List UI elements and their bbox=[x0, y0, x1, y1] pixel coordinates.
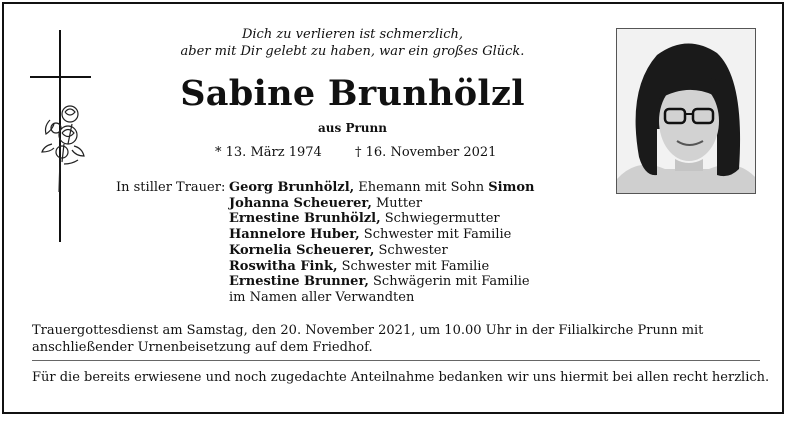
mourner-relation: Schwiegermutter bbox=[380, 211, 500, 227]
portrait-illustration bbox=[617, 29, 756, 194]
mourner-item bbox=[229, 259, 535, 275]
mourners-list bbox=[229, 180, 535, 306]
mourner-item bbox=[229, 211, 535, 227]
mourner-relation: Schwägerin mit Familie bbox=[368, 274, 530, 290]
mourner-relation: Schwester mit Familie bbox=[337, 258, 490, 274]
mourner-item bbox=[229, 243, 535, 259]
memorial-quote bbox=[150, 26, 555, 60]
divider bbox=[32, 360, 760, 361]
mourner-name: Kornelia Scheuerer, bbox=[229, 242, 375, 258]
deceased-name: Sabine Brunhölzl bbox=[180, 73, 525, 114]
mourner-name: Ernestine Brunner, bbox=[229, 274, 369, 290]
roses-icon bbox=[38, 100, 93, 195]
mourner-relation: Schwester bbox=[374, 242, 448, 258]
portrait-photo bbox=[616, 28, 756, 194]
quote-line-2: aber mit Dir gelebt zu haben, war ein großes Glück. bbox=[180, 44, 525, 59]
death-date: † 16. November 2021 bbox=[355, 145, 497, 160]
mourner-son-name: Simon bbox=[488, 180, 535, 195]
funeral-service-text: Trauergottesdienst am Samstag, den 20. November 2021, um 10.00 Uhr in der Filialkirche Prunn mit anschließender Urnenbeisetzung auf dem Friedhof. bbox=[32, 323, 704, 355]
quote-line-1: Dich zu verlieren ist schmerzlich, bbox=[241, 27, 464, 42]
mourner-name: Ernestine Brunhölzl, bbox=[229, 211, 381, 227]
mourner-relation: Mutter bbox=[371, 195, 423, 211]
mourner-name: Hannelore Huber, bbox=[229, 227, 360, 243]
birth-date: * 13. März 1974 bbox=[215, 145, 322, 160]
thanks-text: Für die bereits erwiesene und noch zugedachte Anteilnahme bedanken wir uns hiermit bei allen recht herzlich. bbox=[32, 370, 770, 385]
mourner-name: Georg Brunhölzl, bbox=[229, 180, 355, 195]
mourner-relation: Ehemann mit Sohn bbox=[354, 180, 489, 195]
mourner-relation: Schwester mit Familie bbox=[359, 227, 512, 243]
mourner-item bbox=[229, 274, 535, 290]
deceased-origin: aus Prunn bbox=[318, 121, 387, 135]
mourner-item bbox=[229, 196, 535, 212]
mourner-item bbox=[229, 180, 535, 196]
mourning-label: In stiller Trauer: bbox=[116, 180, 226, 195]
mourner-name: Johanna Scheuerer, bbox=[229, 195, 372, 211]
cross-bar bbox=[30, 76, 91, 78]
mourner-name: Roswitha Fink, bbox=[229, 258, 338, 274]
mourner-item bbox=[229, 227, 535, 243]
mourners-closing: im Namen aller Verwandten bbox=[229, 289, 415, 305]
